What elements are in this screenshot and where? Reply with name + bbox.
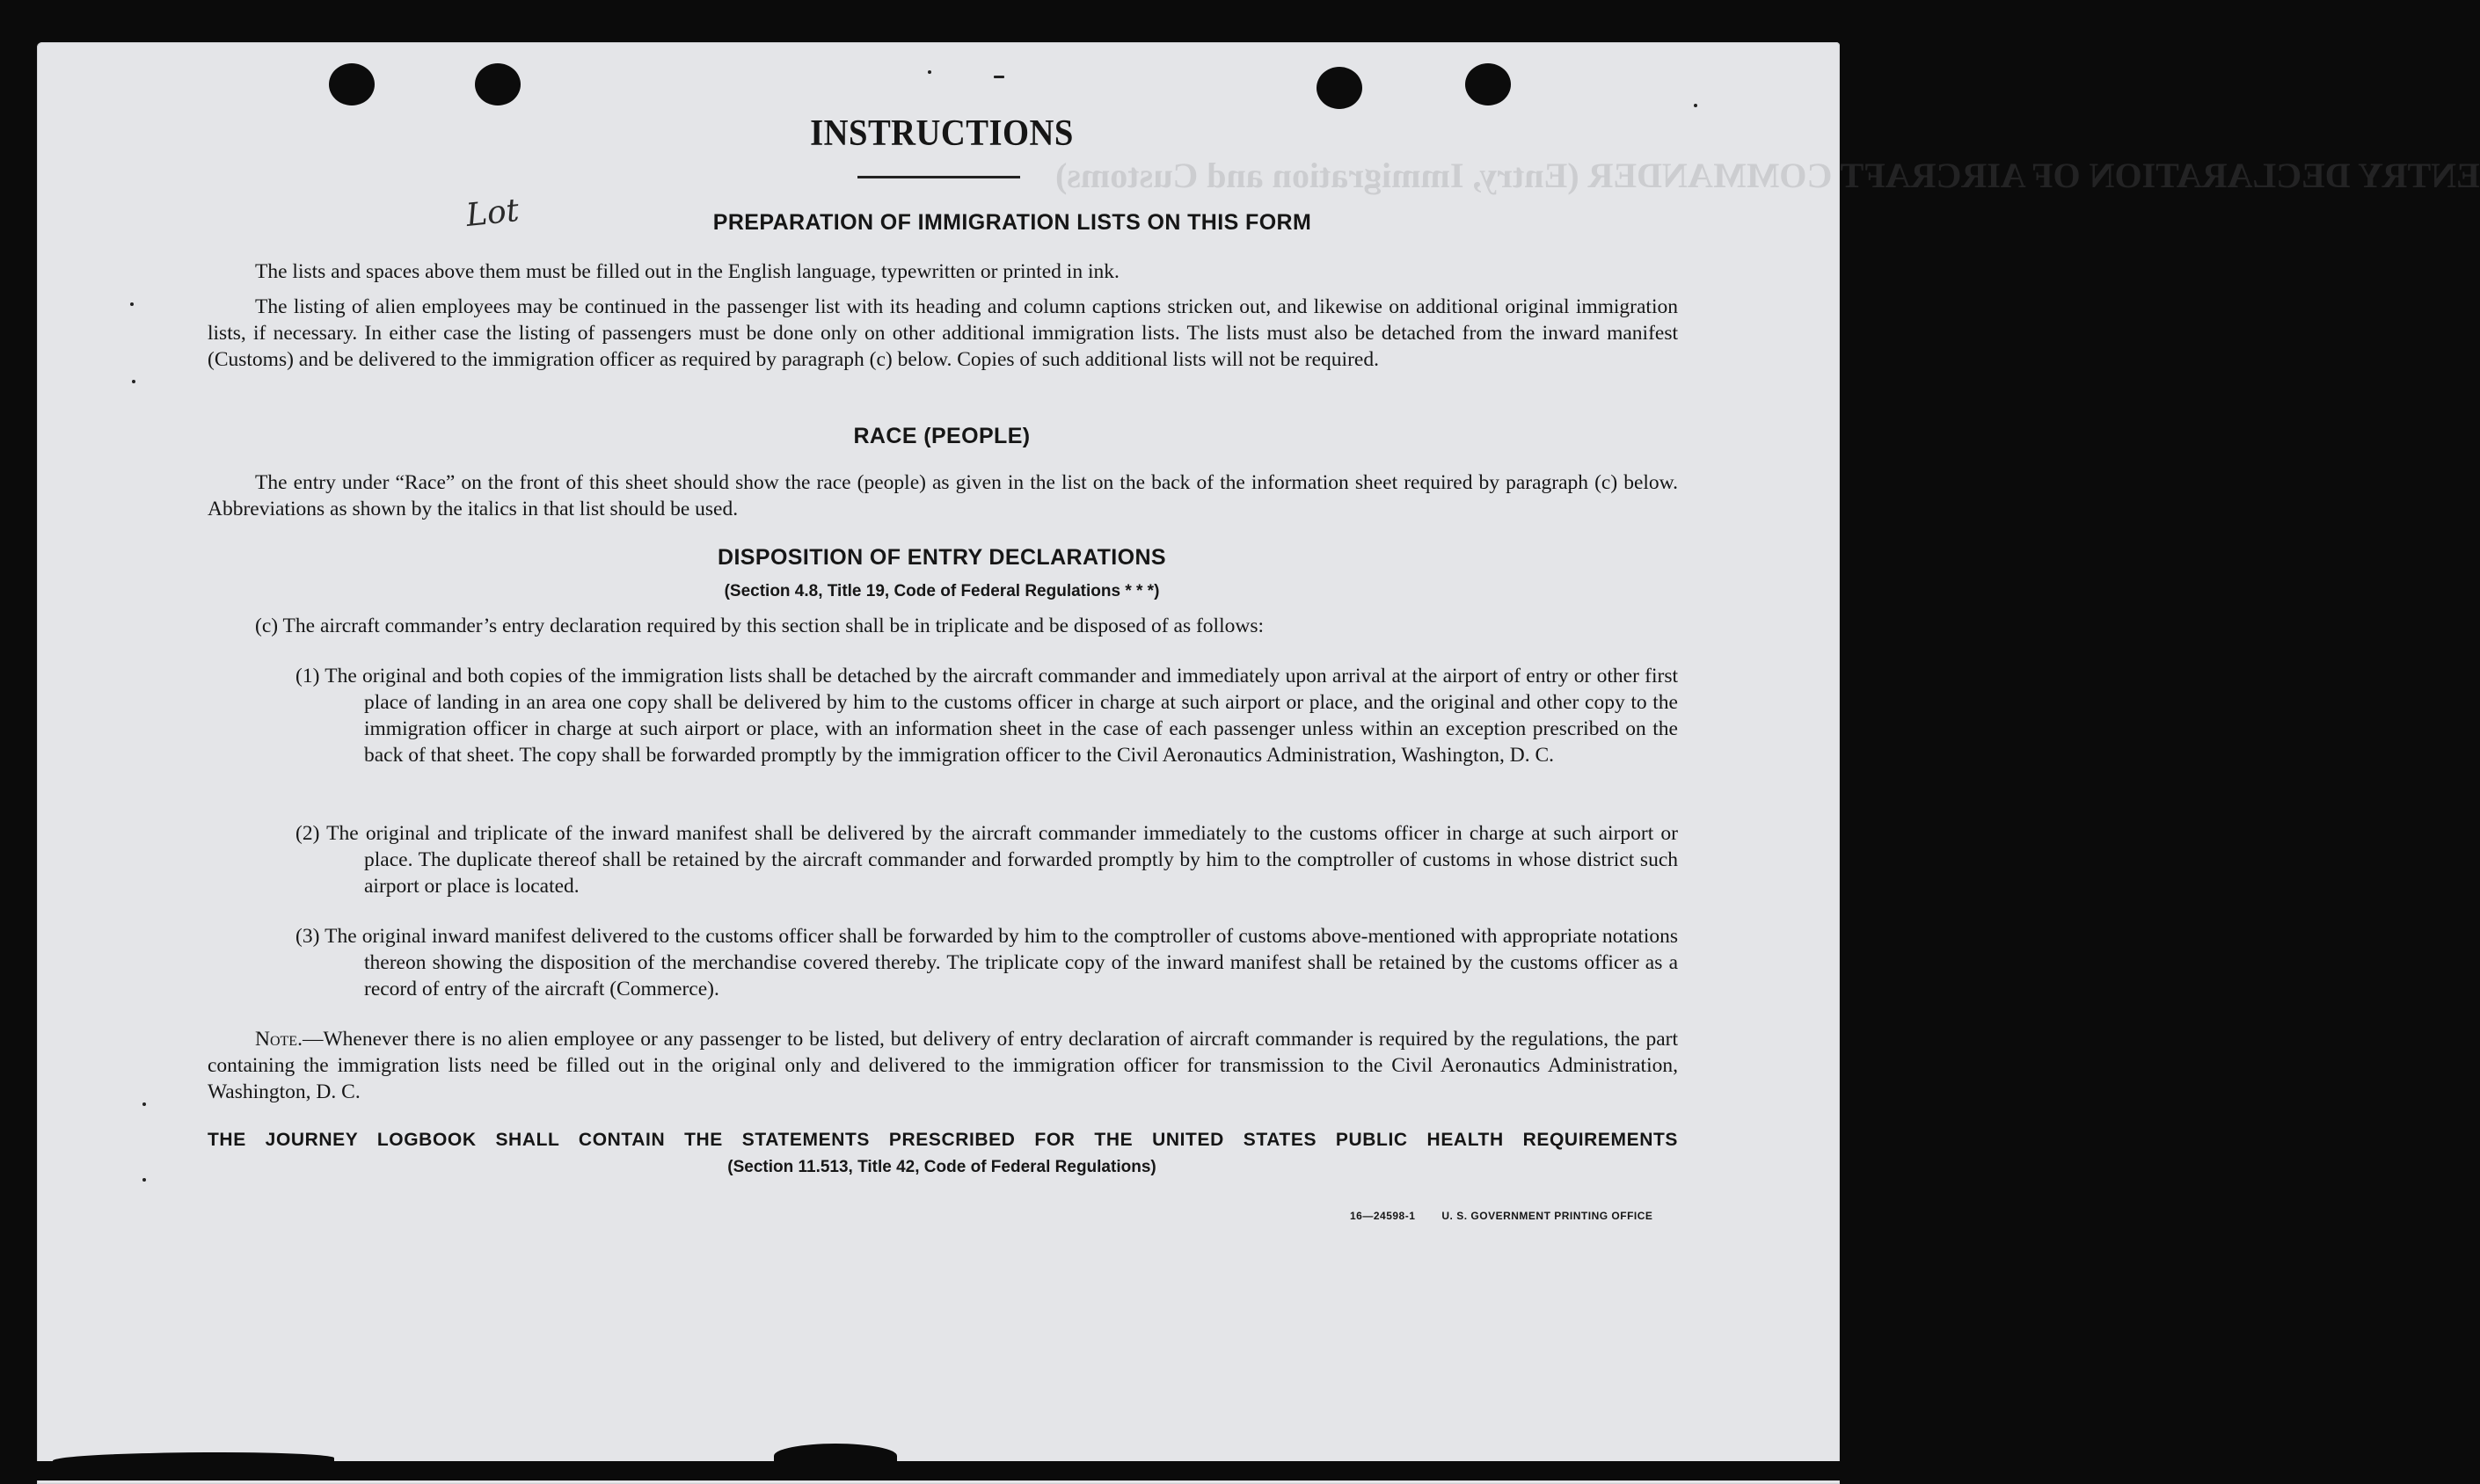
section-heading-disposition: DISPOSITION OF ENTRY DECLARATIONS [718, 545, 1166, 570]
note-paragraph: Note.—Whenever there is no alien employee or any passenger to be listed, but delivery of entry declaration of aircraft commander is required by the regulations, the part containing the immigration lists need be filled out in the original only and delivered to the immigration officer for transmission to the Civil Aeronautics Administration, Washington, D. C. [208, 1028, 1678, 1103]
disposition-item-1: (1) The original and both copies of the immigration lists shall be detached by the aircraft commander and immediately upon arrival at the airport of entry or other first place of landing in an area one copy shall be delivered by him to the customs officer in charge at such airport or place, and the original and other copy to the immigration officer in charge at such airport or place, with an information sheet in the case of each passenger unless within an exception prescribed on the back of that sheet. The copy shall be forwarded promptly by the immigration officer to the Civil Aeronautics Administration, Washington, D. C. [295, 665, 1678, 767]
speck [994, 76, 1004, 78]
disposition-item-3: (3) The original inward manifest delivered to the customs officer shall be forwarded by him to the comptroller of customs above-mentioned with appropriate notations thereon showing the disposition of the merchandise covered thereby. The triplicate copy of the inward manifest shall be retained by the customs officer as a record of entry of the aircraft (Commerce). [295, 925, 1678, 1000]
speck [142, 1178, 146, 1182]
section-heading-race: RACE (PEOPLE) [853, 424, 1031, 448]
torn-edge [0, 1461, 1884, 1480]
speck [1694, 104, 1697, 107]
disposition-item-2: (2) The original and triplicate of the inward manifest shall be delivered by the aircraft commander immediately to the customs officer in charge at such airport or place. The duplicate thereof shall be retained by the aircraft commander and forwarded promptly by him to the comptroller of customs in whose district such airport or place is located. [295, 822, 1678, 898]
note-label: Note. [255, 1028, 303, 1051]
speck [928, 70, 931, 74]
title-underline [857, 176, 1020, 178]
handwritten-mark: Lot [464, 192, 522, 235]
punch-hole [329, 63, 375, 105]
disposition-citation: (Section 4.8, Title 19, Code of Federal Regulations * * *) [724, 582, 1160, 600]
bleed-through-text: ENTRY DECLARATION OF AIRCRAFT COMMANDER (Entry, Immigration and Customs) [1055, 156, 2480, 195]
paragraph-language: The lists and spaces above them must be filled out in the English language, typewritten or printed in ink. [255, 260, 1120, 283]
punch-hole [475, 63, 521, 105]
health-statement: THE JOURNEY LOGBOOK SHALL CONTAIN THE STATEMENTS PRESCRIBED FOR THE UNITED STATES PUBLIC HEALTH REQUIREMENTS [208, 1130, 1678, 1150]
speck [130, 302, 134, 306]
page-title: INSTRUCTIONS [810, 113, 1074, 154]
paragraph-alien-employees: The listing of alien employees may be continued in the passenger list with its heading and column captions stricken out, and likewise on additional original immigration lists, if necessary. In either case the listing of passengers must be done only on other additional immigration lists. The lists must also be detached from the inward manifest (Customs) and be delivered to the immigration officer as required by paragraph (c) below. Copies of such additional lists will not be required. [208, 295, 1678, 371]
speck [132, 380, 135, 383]
disposition-lead: (c) The aircraft commander’s entry declaration required by this section shall be in triplicate and be disposed of as follows: [255, 615, 1264, 637]
form-number: 16—24598-1 [1350, 1210, 1416, 1222]
paragraph-race: The entry under “Race” on the front of this sheet should show the race (people) as given in the list on the back of the information sheet required by paragraph (c) below. Abbreviations as shown by the italics in that list should be used. [208, 471, 1678, 520]
punch-hole [1465, 63, 1511, 105]
printer-imprint [1350, 1210, 1652, 1222]
section-heading-preparation: PREPARATION OF IMMIGRATION LISTS ON THIS FORM [712, 210, 1312, 235]
speck [142, 1102, 146, 1106]
printer-name: U. S. GOVERNMENT PRINTING OFFICE [1441, 1210, 1653, 1222]
health-citation: (Section 11.513, Title 42, Code of Federal Regulations) [727, 1158, 1156, 1176]
punch-hole [1317, 67, 1362, 109]
